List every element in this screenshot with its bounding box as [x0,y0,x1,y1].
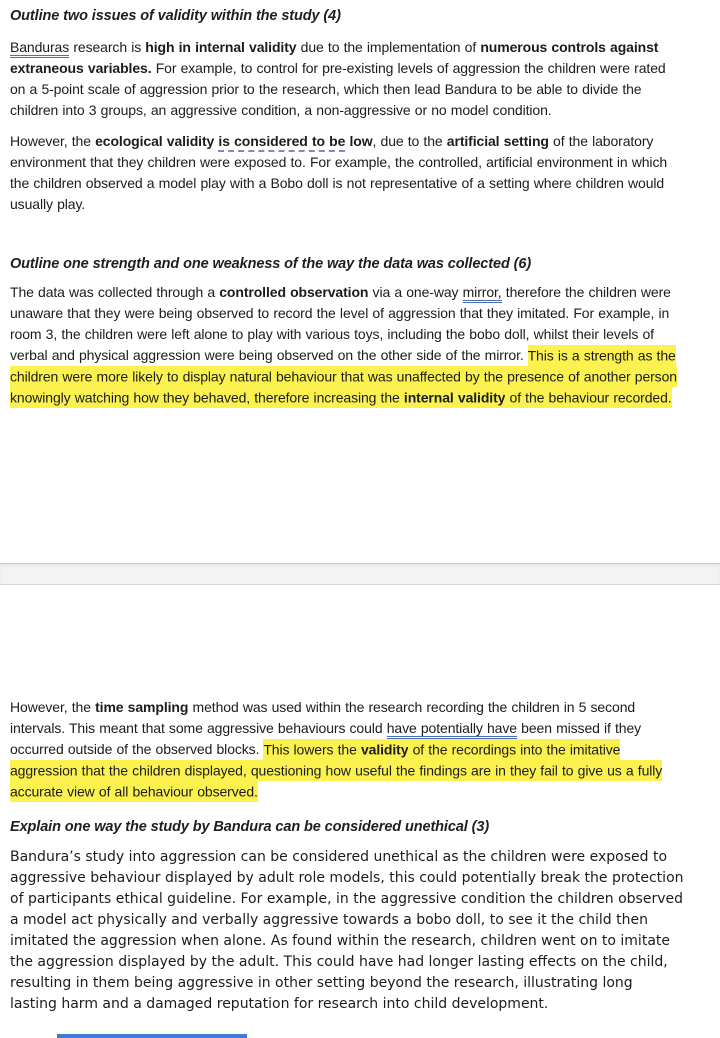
text-run: research is [69,39,146,55]
text-run: been missed if they occurred outside of the observed blocks. [10,720,642,757]
question-heading-data-collection[interactable]: Outline one strength and one weakness of the way the data was collected (6) [10,256,532,272]
bold-text-run: numerous controls against extraneous variables. [10,39,659,76]
question-heading-validity[interactable]: Outline two issues of validity within the study (4) [10,8,341,24]
text-run: For example, to control for pre-existing levels of aggression the children were rated on a 5-point scale of aggression prior to the research, which then lead Bandura to be able to divide the children into 3 groups, an aggressive condition, a non-aggressive or no model condition. [10,60,666,118]
text-run: due to the implementation of [296,39,481,55]
proofing-marked-text-run: mirror, [463,284,502,303]
text-run: The data was collected through a [10,284,220,300]
text-run: Bandura’s study into aggression can be considered unethical as the children were exposed to aggressive behaviour displayed by adult role models, this could potentially break the protection of participants ethical guideline. For example, in the aggressive condition the children observed a model act physically and verbally aggressive towards a bobo doll, to see it the child then imitated the aggression when alone. As found within the research, children went on to imitate the aggression displayed by the adult. This could have had longer lasting effects on the child, resulting in them being aggressive in other setting beyond the research, illustrating long lasting harm and a damaged reputation for research into child development. [10,849,684,1012]
text-run: However, the [10,133,96,149]
bold-text-run: time sampling [95,699,189,715]
text-run: method was used within the research recording the children in 5 second intervals. This meant that some aggressive behaviours could [10,699,636,736]
highlighted-text-run: of the recordings into the imitative aggression that the children displayed, questioning how useful the findings are in they fail to give us a fully accurate view of all behaviour observed. [10,739,662,802]
proofing-marked-text-run: is considered to be [218,133,345,152]
text-run: via a one-way [368,284,463,300]
page-break-separator [0,563,720,585]
text-run: , due to the [372,133,447,149]
document-page-2[interactable] [0,585,720,1015]
bold-text-run: controlled observation [219,284,369,300]
question-heading-unethical[interactable]: Explain one way the study by Bandura can be considered unethical (3) [10,819,490,835]
bold-text-run: ecological validity [95,133,219,149]
essay-paragraph-internal-validity[interactable] [10,37,684,121]
bold-text-run: artificial setting [446,133,549,149]
highlighted-text-run: internal validity [404,387,505,408]
text-run: therefore the children were unaware that they were being observed to record the level of aggression that they imitated. For example, in room 3, the children were left alone to play with various toys, including the bobo doll, whilst their levels of verbal and physical aggression were being observed on the other side of the mirror. [10,284,671,363]
proofing-marked-text-run: have potentially have [387,720,517,739]
bold-text-run: high in internal validity [145,39,297,55]
text-run: However, the [10,699,96,715]
highlighted-text-run: This lowers the [263,739,361,760]
essay-paragraph-ethics[interactable] [10,847,684,1015]
proofing-marked-text-run: Banduras [10,39,69,58]
highlighted-text-run: validity [361,739,408,760]
essay-paragraph-controlled-observation[interactable] [10,282,684,408]
highlighted-text-run: of the behaviour recorded. [505,387,671,408]
text-run: of the laboratory environment that they children were exposed to. For example, the controlled, artificial environment in which the children observed a model play with a Bobo doll is not representative of a setting where children would usually play. [10,133,668,212]
blue-indicator-bar [57,1034,247,1038]
highlighted-text-run: This is a strength as the children were more likely to display natural behaviour that was unaffected by the presence of another person knowingly watching how they behaved, therefore increasing the [10,345,677,408]
essay-paragraph-time-sampling[interactable] [10,697,684,802]
bold-text-run: low [345,133,373,149]
essay-paragraph-ecological-validity[interactable] [10,131,684,215]
